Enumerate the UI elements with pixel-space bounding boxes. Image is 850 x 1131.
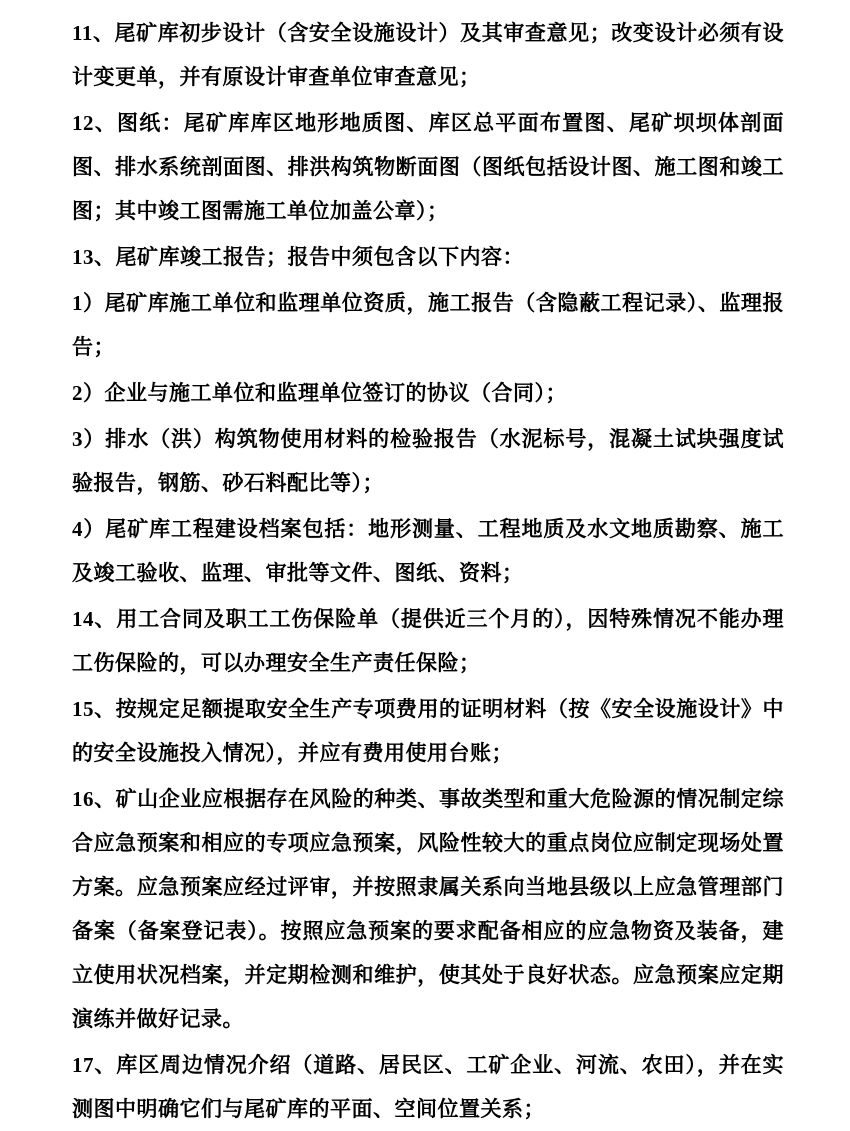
list-item-13-sub-4: 4）尾矿库工程建设档案包括：地形测量、工程地质及水文地质勘察、施工及竣工验收、监理、审批等文件、图纸、资料； xyxy=(72,517,784,585)
list-item-14: 14、用工合同及职工工伤保险单（提供近三个月的），因特殊情况不能办理工伤保险的，可以办理安全生产责任保险； xyxy=(72,607,784,675)
list-item-13-sub-3: 3）排水（洪）构筑物使用材料的检验报告（水泥标号，混凝土试块强度试验报告，钢筋、砂石料配比等）； xyxy=(72,427,784,495)
list-item-11: 11、尾矿库初步设计（含安全设施设计）及其审查意见；改变设计必须有设计变更单，并有原设计审查单位审查意见； xyxy=(72,21,784,89)
list-item-13-sub-2: 2）企业与施工单位和监理单位签订的协议（合同）； xyxy=(72,381,567,405)
list-item-12: 12、图纸：尾矿库库区地形地质图、库区总平面布置图、尾矿坝坝体剖面图、排水系统剖面图、排洪构筑物断面图（图纸包括设计图、施工图和竣工图；其中竣工图需施工单位加盖公章）； xyxy=(72,111,784,223)
list-item-16: 16、矿山企业应根据存在风险的种类、事故类型和重大危险源的情况制定综合应急预案和相应的专项应急预案，风险性较大的重点岗位应制定现场处置方案。应急预案应经过评审，并按照隶属关系向当地县级以上应急管理部门备案（备案登记表）。按照应急预案的要求配备相应的应急物资及装备，建立使用状况档案，并定期检测和维护，使其处于良好状态。应急预案应定期演练并做好记录。 xyxy=(72,787,784,1031)
list-item-13: 13、尾矿库竣工报告；报告中须包含以下内容： xyxy=(72,245,524,269)
list-item-17: 17、库区周边情况介绍（道路、居民区、工矿企业、河流、农田），并在实测图中明确它们与尾矿库的平面、空间位置关系； xyxy=(72,1053,784,1121)
list-item-13-sub-1: 1）尾矿库施工单位和监理单位资质，施工报告（含隐蔽工程记录）、监理报告； xyxy=(72,291,784,359)
list-item-15: 15、按规定足额提取安全生产专项费用的证明材料（按《安全设施设计》中的安全设施投入情况），并应有费用使用台账； xyxy=(72,697,784,765)
